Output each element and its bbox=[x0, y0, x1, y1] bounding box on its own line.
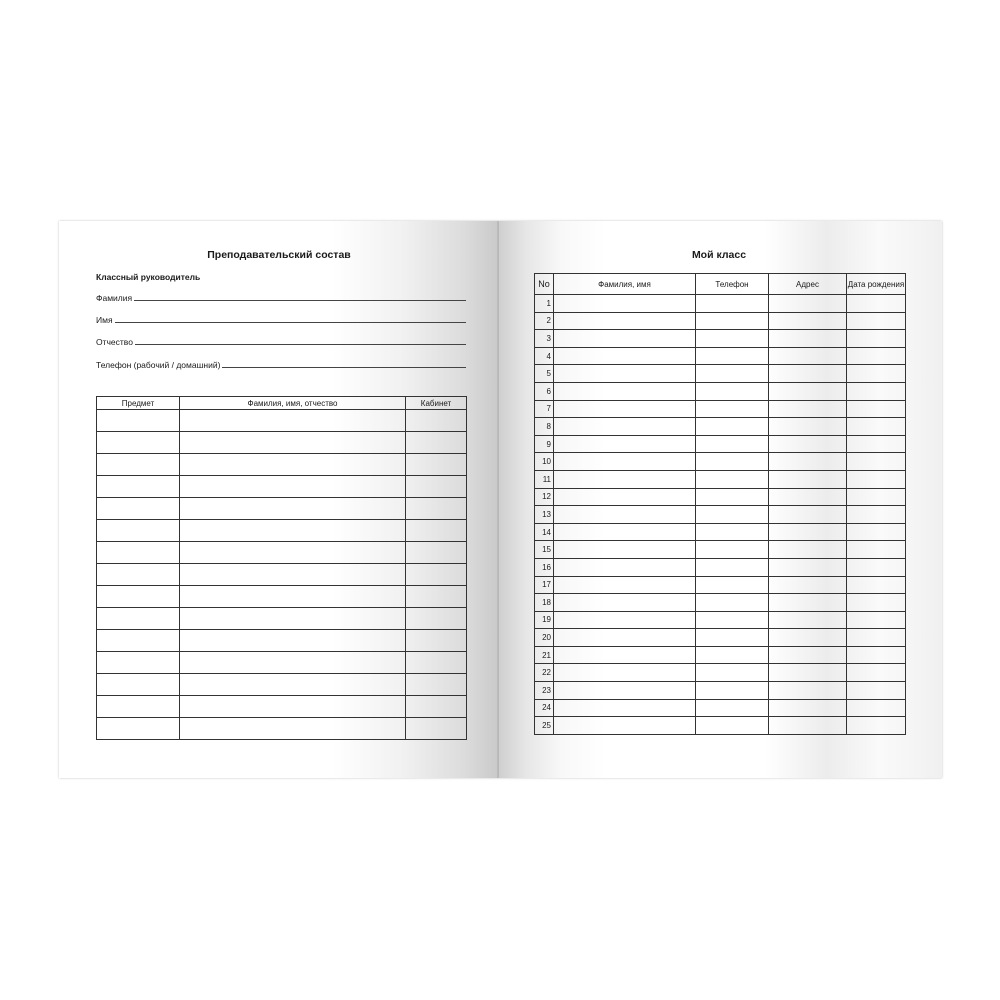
row-number: 8 bbox=[535, 418, 554, 436]
birth-date-cell[interactable] bbox=[847, 682, 906, 700]
phone-cell[interactable] bbox=[696, 295, 769, 313]
student-name-header: Фамилия, имя bbox=[554, 274, 696, 295]
birth-date-cell[interactable] bbox=[847, 488, 906, 506]
class-header-row bbox=[535, 274, 906, 295]
student-name-cell[interactable] bbox=[554, 558, 696, 576]
teacher-name-cell[interactable] bbox=[180, 608, 406, 630]
phone-cell[interactable] bbox=[696, 629, 769, 647]
class-table bbox=[534, 273, 906, 735]
teacher-name-cell[interactable] bbox=[180, 652, 406, 674]
address-cell[interactable] bbox=[769, 558, 847, 576]
table-row bbox=[535, 629, 906, 647]
student-name-cell[interactable] bbox=[554, 435, 696, 453]
table-row bbox=[97, 630, 467, 652]
phone-cell[interactable] bbox=[696, 717, 769, 735]
table-row bbox=[535, 576, 906, 594]
table-row bbox=[535, 523, 906, 541]
table-row bbox=[535, 453, 906, 471]
table-row bbox=[535, 699, 906, 717]
phone-cell[interactable] bbox=[696, 699, 769, 717]
first-name-field[interactable] bbox=[96, 313, 466, 325]
address-cell[interactable] bbox=[769, 646, 847, 664]
table-row bbox=[97, 696, 467, 718]
birth-date-cell[interactable] bbox=[847, 382, 906, 400]
subject-cell[interactable] bbox=[97, 586, 180, 608]
address-cell[interactable] bbox=[769, 295, 847, 313]
birth-date-cell[interactable] bbox=[847, 470, 906, 488]
address-cell[interactable] bbox=[769, 664, 847, 682]
phone-cell[interactable] bbox=[696, 400, 769, 418]
table-row bbox=[97, 542, 467, 564]
birth-date-cell[interactable] bbox=[847, 541, 906, 559]
subject-cell[interactable] bbox=[97, 454, 180, 476]
table-row bbox=[535, 435, 906, 453]
surname-field[interactable] bbox=[96, 291, 466, 303]
table-row bbox=[535, 470, 906, 488]
table-row bbox=[535, 717, 906, 735]
student-name-cell[interactable] bbox=[554, 365, 696, 383]
address-cell[interactable] bbox=[769, 365, 847, 383]
teacher-name-cell[interactable] bbox=[180, 696, 406, 718]
student-name-cell[interactable] bbox=[554, 523, 696, 541]
phone-cell[interactable] bbox=[696, 523, 769, 541]
room-cell[interactable] bbox=[406, 454, 467, 476]
student-name-cell[interactable] bbox=[554, 312, 696, 330]
table-row bbox=[97, 410, 467, 432]
table-row bbox=[97, 498, 467, 520]
room-cell[interactable] bbox=[406, 718, 467, 740]
phone-cell[interactable] bbox=[696, 506, 769, 524]
teacher-name-cell[interactable] bbox=[180, 718, 406, 740]
address-cell[interactable] bbox=[769, 523, 847, 541]
phone-cell[interactable] bbox=[696, 435, 769, 453]
row-number: 21 bbox=[535, 646, 554, 664]
row-number: 12 bbox=[535, 488, 554, 506]
subject-cell[interactable] bbox=[97, 608, 180, 630]
table-row bbox=[535, 347, 906, 365]
table-row bbox=[97, 564, 467, 586]
row-number: 23 bbox=[535, 682, 554, 700]
subject-cell[interactable] bbox=[97, 696, 180, 718]
address-cell[interactable] bbox=[769, 453, 847, 471]
phone-cell[interactable] bbox=[696, 330, 769, 348]
table-row bbox=[97, 586, 467, 608]
subject-header: Предмет bbox=[97, 397, 180, 410]
row-number: 19 bbox=[535, 611, 554, 629]
address-cell[interactable] bbox=[769, 312, 847, 330]
birth-date-cell[interactable] bbox=[847, 365, 906, 383]
subject-cell[interactable] bbox=[97, 564, 180, 586]
student-name-cell[interactable] bbox=[554, 330, 696, 348]
row-number: 2 bbox=[535, 312, 554, 330]
room-cell[interactable] bbox=[406, 674, 467, 696]
address-cell[interactable] bbox=[769, 488, 847, 506]
address-cell[interactable] bbox=[769, 611, 847, 629]
phone-cell[interactable] bbox=[696, 646, 769, 664]
student-name-cell[interactable] bbox=[554, 470, 696, 488]
phone-cell[interactable] bbox=[696, 576, 769, 594]
student-name-cell[interactable] bbox=[554, 488, 696, 506]
left-page bbox=[59, 221, 499, 778]
subject-cell[interactable] bbox=[97, 652, 180, 674]
birth-date-cell[interactable] bbox=[847, 576, 906, 594]
homeroom-teacher-heading: Классный руководитель bbox=[96, 272, 201, 282]
teachers-table bbox=[96, 396, 467, 740]
address-cell[interactable] bbox=[769, 699, 847, 717]
student-name-cell[interactable] bbox=[554, 541, 696, 559]
table-row bbox=[97, 674, 467, 696]
teacher-name-cell[interactable] bbox=[180, 674, 406, 696]
student-name-cell[interactable] bbox=[554, 506, 696, 524]
birth-date-cell[interactable] bbox=[847, 699, 906, 717]
teacher-name-cell[interactable] bbox=[180, 476, 406, 498]
right-page-title: Мой класс bbox=[691, 249, 747, 261]
row-number: 15 bbox=[535, 541, 554, 559]
table-row bbox=[535, 594, 906, 612]
teacher-name-cell[interactable] bbox=[180, 432, 406, 454]
table-row bbox=[535, 295, 906, 313]
row-number: 18 bbox=[535, 594, 554, 612]
table-row bbox=[97, 454, 467, 476]
birth-date-cell[interactable] bbox=[847, 558, 906, 576]
teacher-name-cell[interactable] bbox=[180, 520, 406, 542]
birth-date-cell[interactable] bbox=[847, 594, 906, 612]
row-number: 16 bbox=[535, 558, 554, 576]
birth-date-cell[interactable] bbox=[847, 664, 906, 682]
surname-line bbox=[134, 300, 466, 301]
row-number: 14 bbox=[535, 523, 554, 541]
phone-cell[interactable] bbox=[696, 382, 769, 400]
row-number: 3 bbox=[535, 330, 554, 348]
table-row bbox=[535, 664, 906, 682]
birth-date-cell[interactable] bbox=[847, 611, 906, 629]
room-cell[interactable] bbox=[406, 630, 467, 652]
teacher-name-cell[interactable] bbox=[180, 410, 406, 432]
room-cell[interactable] bbox=[406, 696, 467, 718]
patronymic-line bbox=[135, 344, 466, 345]
table-row bbox=[535, 365, 906, 383]
table-row bbox=[535, 611, 906, 629]
first-name-line bbox=[115, 322, 466, 323]
subject-cell[interactable] bbox=[97, 498, 180, 520]
subject-cell[interactable] bbox=[97, 410, 180, 432]
address-cell[interactable] bbox=[769, 347, 847, 365]
phone-line bbox=[222, 367, 466, 368]
phone-cell[interactable] bbox=[696, 365, 769, 383]
subject-cell[interactable] bbox=[97, 718, 180, 740]
student-name-cell[interactable] bbox=[554, 682, 696, 700]
table-row bbox=[535, 382, 906, 400]
subject-cell[interactable] bbox=[97, 432, 180, 454]
student-name-cell[interactable] bbox=[554, 347, 696, 365]
phone-header: Телефон bbox=[696, 274, 769, 295]
phone-cell[interactable] bbox=[696, 611, 769, 629]
table-row bbox=[97, 476, 467, 498]
address-cell[interactable] bbox=[769, 629, 847, 647]
address-cell[interactable] bbox=[769, 330, 847, 348]
room-cell[interactable] bbox=[406, 476, 467, 498]
address-cell[interactable] bbox=[769, 682, 847, 700]
table-row bbox=[535, 330, 906, 348]
student-name-cell[interactable] bbox=[554, 717, 696, 735]
address-cell[interactable] bbox=[769, 382, 847, 400]
subject-cell[interactable] bbox=[97, 520, 180, 542]
birth-date-cell[interactable] bbox=[847, 523, 906, 541]
room-cell[interactable] bbox=[406, 542, 467, 564]
patronymic-field[interactable] bbox=[96, 335, 466, 347]
first-name-label: Имя bbox=[96, 315, 113, 325]
subject-cell[interactable] bbox=[97, 542, 180, 564]
phone-cell[interactable] bbox=[696, 453, 769, 471]
patronymic-label: Отчество bbox=[96, 337, 133, 347]
address-cell[interactable] bbox=[769, 717, 847, 735]
surname-label: Фамилия bbox=[96, 293, 133, 303]
row-number: 24 bbox=[535, 699, 554, 717]
student-name-cell[interactable] bbox=[554, 629, 696, 647]
address-cell[interactable] bbox=[769, 506, 847, 524]
phone-cell[interactable] bbox=[696, 418, 769, 436]
address-cell[interactable] bbox=[769, 541, 847, 559]
row-number: 5 bbox=[535, 365, 554, 383]
row-number: 17 bbox=[535, 576, 554, 594]
teacher-name-cell[interactable] bbox=[180, 564, 406, 586]
teacher-name-cell[interactable] bbox=[180, 586, 406, 608]
student-name-cell[interactable] bbox=[554, 453, 696, 471]
row-number: 11 bbox=[535, 470, 554, 488]
row-number: 6 bbox=[535, 382, 554, 400]
address-cell[interactable] bbox=[769, 418, 847, 436]
address-header: Адрес bbox=[769, 274, 847, 295]
room-cell[interactable] bbox=[406, 498, 467, 520]
table-row bbox=[97, 652, 467, 674]
birth-date-cell[interactable] bbox=[847, 400, 906, 418]
table-row bbox=[535, 312, 906, 330]
table-row bbox=[535, 541, 906, 559]
phone-cell[interactable] bbox=[696, 488, 769, 506]
phone-cell[interactable] bbox=[696, 558, 769, 576]
student-name-cell[interactable] bbox=[554, 699, 696, 717]
phone-label: Телефон (рабочий / домашний) bbox=[96, 360, 221, 370]
phone-cell[interactable] bbox=[696, 541, 769, 559]
number-header: No bbox=[535, 274, 554, 295]
table-row bbox=[97, 718, 467, 740]
student-name-cell[interactable] bbox=[554, 382, 696, 400]
teacher-name-cell[interactable] bbox=[180, 630, 406, 652]
right-page bbox=[499, 221, 942, 778]
birth-date-cell[interactable] bbox=[847, 435, 906, 453]
row-number: 4 bbox=[535, 347, 554, 365]
room-cell[interactable] bbox=[406, 410, 467, 432]
subject-cell[interactable] bbox=[97, 476, 180, 498]
table-row bbox=[535, 506, 906, 524]
room-cell[interactable] bbox=[406, 586, 467, 608]
phone-cell[interactable] bbox=[696, 664, 769, 682]
room-cell[interactable] bbox=[406, 432, 467, 454]
teachers-body bbox=[97, 410, 467, 740]
row-number: 1 bbox=[535, 295, 554, 313]
phone-field[interactable] bbox=[96, 358, 466, 370]
phone-cell[interactable] bbox=[696, 470, 769, 488]
row-number: 20 bbox=[535, 629, 554, 647]
birth-date-cell[interactable] bbox=[847, 453, 906, 471]
row-number: 13 bbox=[535, 506, 554, 524]
phone-cell[interactable] bbox=[696, 682, 769, 700]
table-row bbox=[97, 608, 467, 630]
birth-date-cell[interactable] bbox=[847, 646, 906, 664]
subject-cell[interactable] bbox=[97, 630, 180, 652]
student-name-cell[interactable] bbox=[554, 611, 696, 629]
table-row bbox=[535, 646, 906, 664]
row-number: 25 bbox=[535, 717, 554, 735]
birth-date-cell[interactable] bbox=[847, 717, 906, 735]
row-number: 22 bbox=[535, 664, 554, 682]
table-row bbox=[535, 400, 906, 418]
address-cell[interactable] bbox=[769, 576, 847, 594]
room-cell[interactable] bbox=[406, 608, 467, 630]
phone-cell[interactable] bbox=[696, 594, 769, 612]
row-number: 9 bbox=[535, 435, 554, 453]
teacher-name-cell[interactable] bbox=[180, 454, 406, 476]
birth-date-cell[interactable] bbox=[847, 506, 906, 524]
phone-cell[interactable] bbox=[696, 347, 769, 365]
birth-date-cell[interactable] bbox=[847, 418, 906, 436]
table-row bbox=[535, 682, 906, 700]
birth-date-cell[interactable] bbox=[847, 295, 906, 313]
table-row bbox=[97, 520, 467, 542]
student-name-cell[interactable] bbox=[554, 295, 696, 313]
room-cell[interactable] bbox=[406, 652, 467, 674]
address-cell[interactable] bbox=[769, 594, 847, 612]
address-cell[interactable] bbox=[769, 470, 847, 488]
teacher-name-cell[interactable] bbox=[180, 542, 406, 564]
student-name-cell[interactable] bbox=[554, 664, 696, 682]
class-body bbox=[535, 295, 906, 735]
student-name-cell[interactable] bbox=[554, 418, 696, 436]
birth-date-cell[interactable] bbox=[847, 347, 906, 365]
table-row bbox=[97, 432, 467, 454]
left-page-title: Преподавательский состав bbox=[207, 249, 351, 261]
student-name-cell[interactable] bbox=[554, 594, 696, 612]
teachers-header-row bbox=[97, 397, 467, 410]
table-row bbox=[535, 488, 906, 506]
address-cell[interactable] bbox=[769, 435, 847, 453]
row-number: 7 bbox=[535, 400, 554, 418]
row-number: 10 bbox=[535, 453, 554, 471]
birth-date-cell[interactable] bbox=[847, 312, 906, 330]
table-row bbox=[535, 418, 906, 436]
table-row bbox=[535, 558, 906, 576]
room-header: Кабинет bbox=[406, 397, 467, 410]
birth-date-header: Дата рождения bbox=[847, 274, 906, 295]
birth-date-cell[interactable] bbox=[847, 629, 906, 647]
teacher-name-header: Фамилия, имя, отчество bbox=[180, 397, 406, 410]
subject-cell[interactable] bbox=[97, 674, 180, 696]
phone-cell[interactable] bbox=[696, 312, 769, 330]
birth-date-cell[interactable] bbox=[847, 330, 906, 348]
student-name-cell[interactable] bbox=[554, 400, 696, 418]
student-name-cell[interactable] bbox=[554, 646, 696, 664]
address-cell[interactable] bbox=[769, 400, 847, 418]
teacher-name-cell[interactable] bbox=[180, 498, 406, 520]
room-cell[interactable] bbox=[406, 564, 467, 586]
room-cell[interactable] bbox=[406, 520, 467, 542]
student-name-cell[interactable] bbox=[554, 576, 696, 594]
